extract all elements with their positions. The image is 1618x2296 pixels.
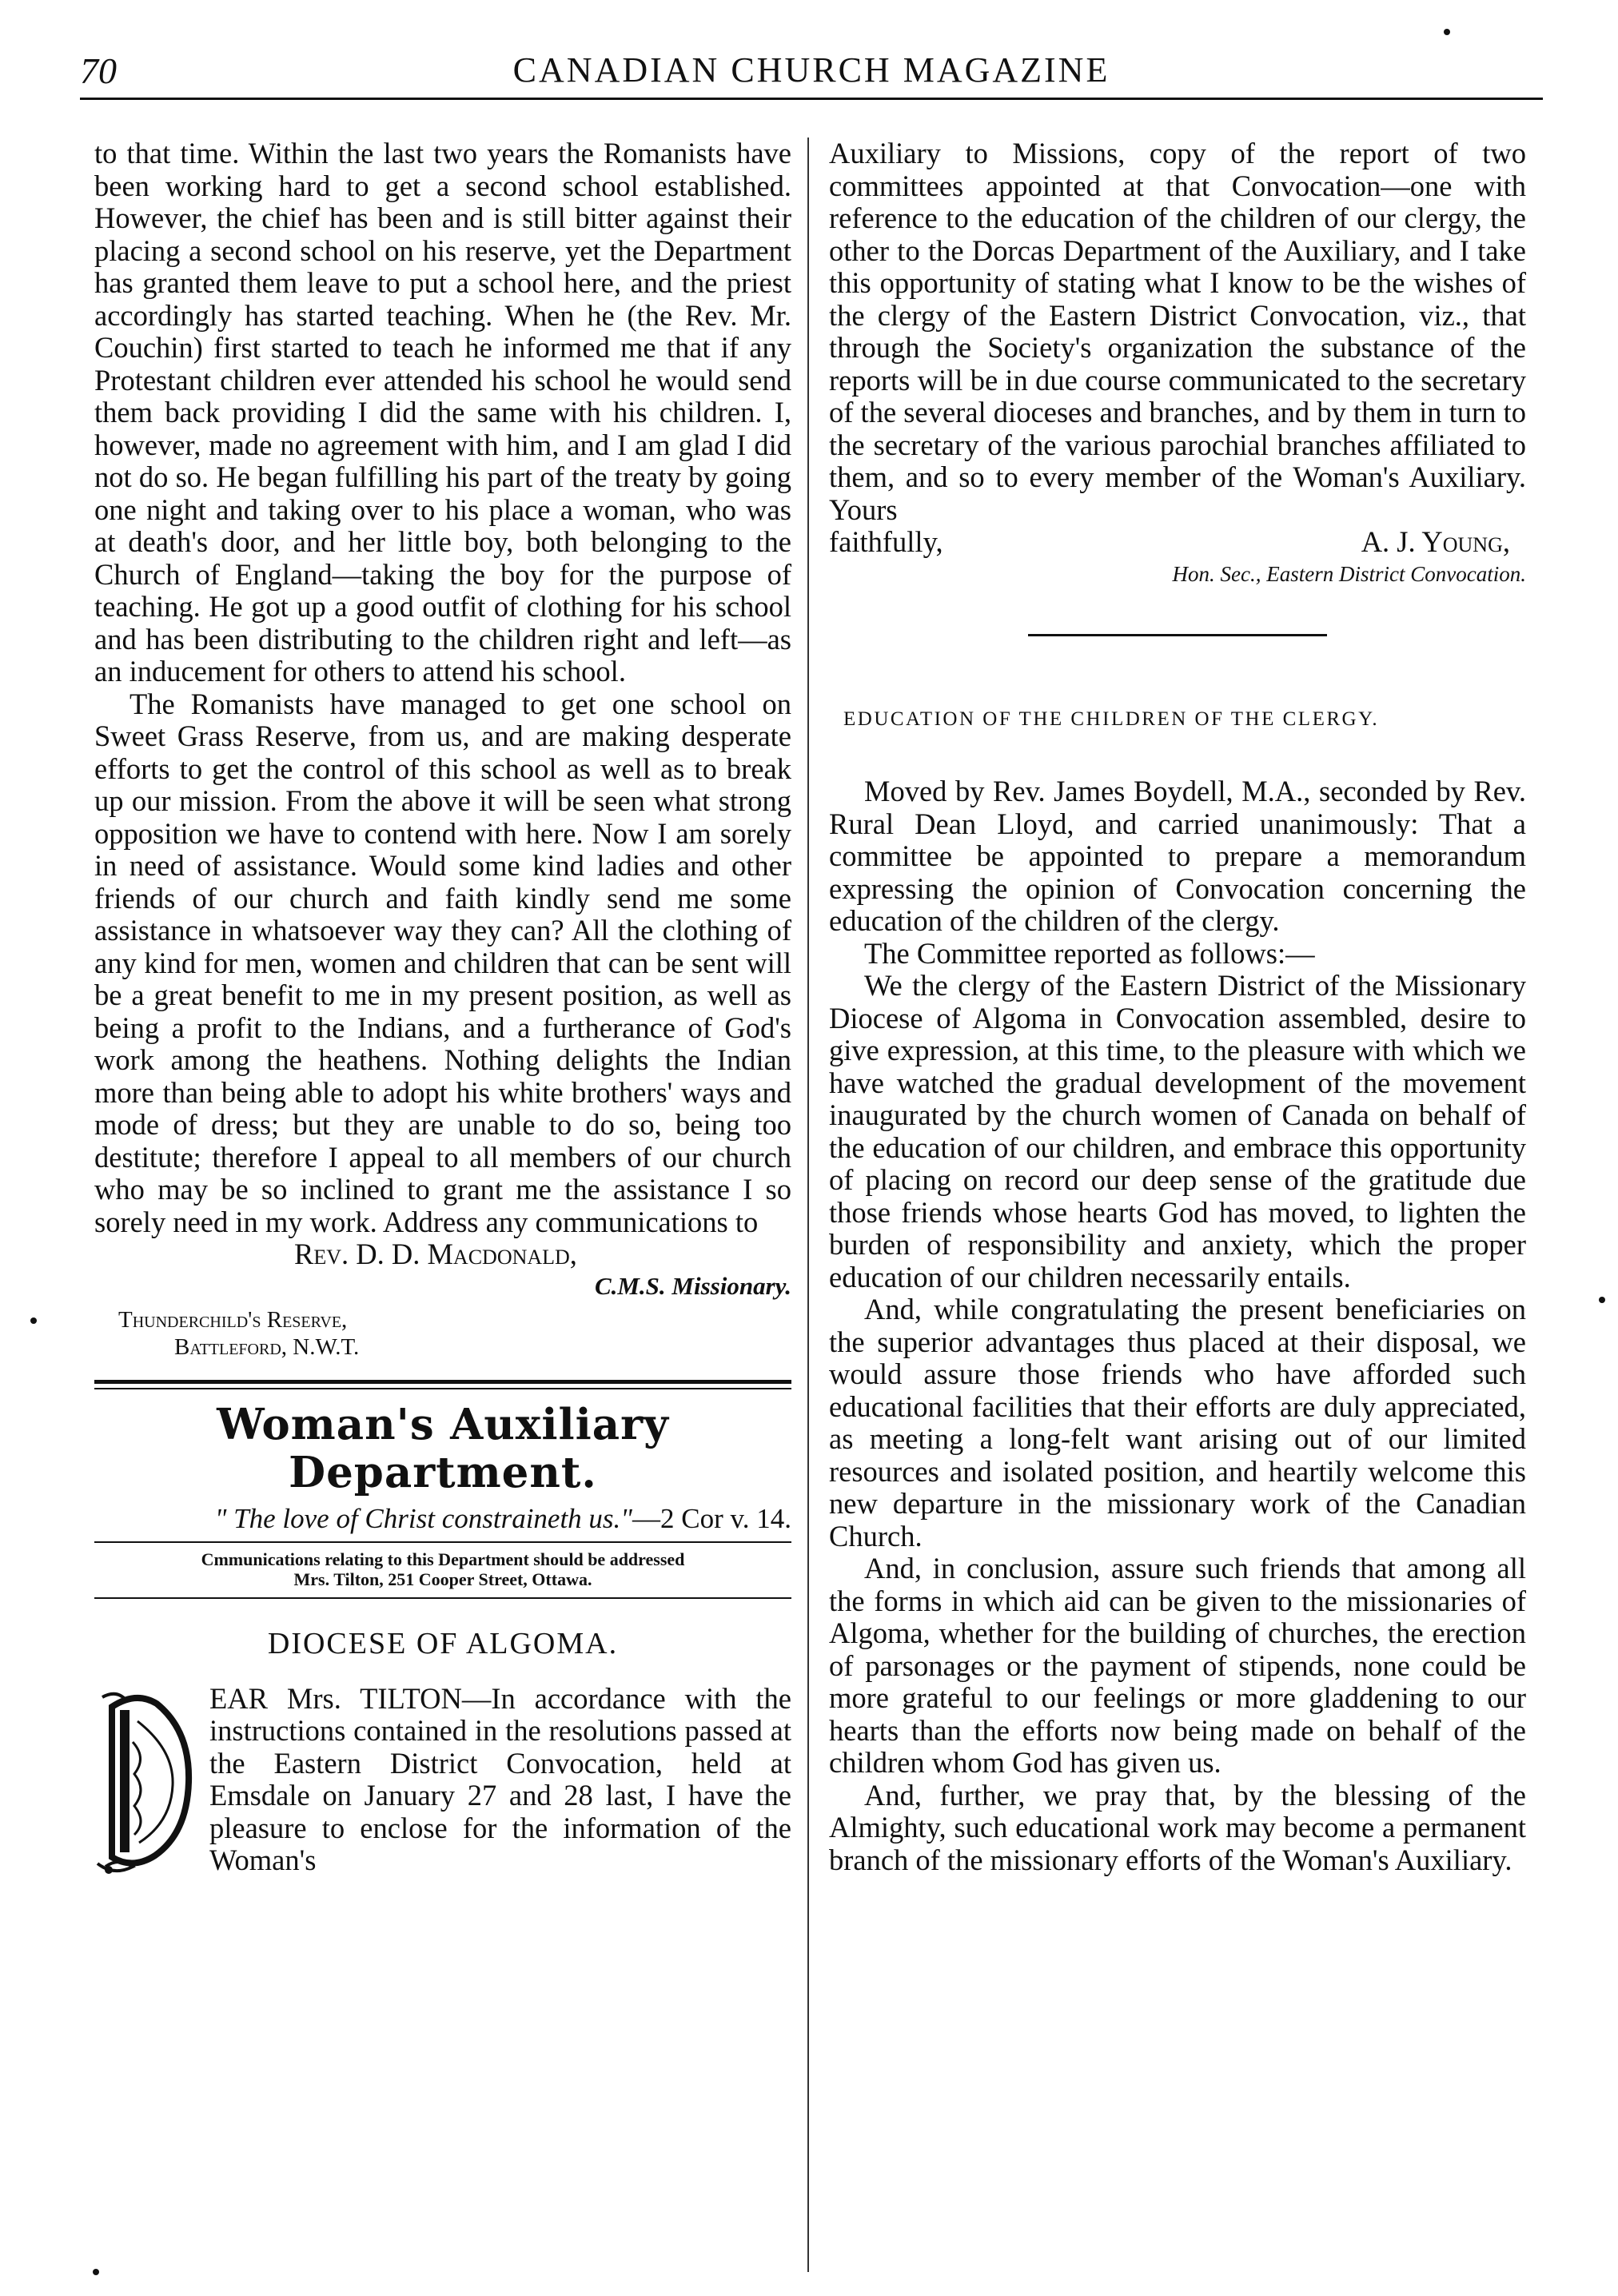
page-header bbox=[80, 46, 1543, 102]
column-divider bbox=[807, 138, 809, 2272]
resolution-paragraph: And, in conclusion, assure such friends that among all the forms in which aid can be given to the missionaries of Algoma, whether for the building of churches, the erection of parsonages or the payment of stipends, none could be more grateful to our feelings or more gladdening to our hearts than the efforts now being made on behalf of the children whom God has given us. bbox=[829, 1552, 1526, 1779]
section-heading: EDUCATION OF THE CHILDREN OF THE CLERGY. bbox=[843, 708, 1380, 730]
resolution-paragraph: And, while congratulating the present beneficiaries on the superior advantages thus placed at their disposal, we would assure those friends who have afforded such educational facilities that their efforts are duly appreciated, as meeting a long-felt want arising out of our limited resources and isolated position, and heartily welcome this new departure in the missionary work of the Canadian Church. bbox=[829, 1293, 1526, 1553]
resolution-paragraph: The Committee reported as follows:— bbox=[864, 936, 1315, 970]
notice-line: Mrs. Tilton, 251 Cooper Street, Ottawa. bbox=[293, 1569, 592, 1589]
department-notice bbox=[94, 1541, 791, 1599]
ornamental-initial-d-icon bbox=[94, 1686, 198, 1878]
running-title: CANADIAN CHURCH MAGAZINE bbox=[512, 50, 1110, 90]
place-line: Thunderchild's Reserve, bbox=[118, 1306, 348, 1333]
resolution-paragraph: Moved by Rev. James Boydell, M.A., seconded by Rev. Rural Dean Lloyd, and carried unanimously: That a committee be appointed to prepare a memorandum expressing the opinion of Convocation concerning the education of the children of the clergy. bbox=[829, 775, 1526, 937]
margin-speck bbox=[93, 2269, 99, 2275]
signature-place bbox=[94, 1306, 791, 1361]
header-rule bbox=[80, 98, 1543, 100]
section-divider bbox=[94, 1380, 791, 1389]
motto-quote: " The love of Christ constraineth us." bbox=[214, 1502, 633, 1534]
resolution-paragraph: And, further, we pray that, by the blessing of the Almighty, such educational work may become a permanent branch of the missionary efforts of the Woman's Auxiliary. bbox=[829, 1778, 1526, 1876]
department-motto bbox=[94, 1503, 791, 1536]
notice-line: Cmmunications relating to this Department should be addressed bbox=[201, 1549, 685, 1569]
signature-title: C.M.S. Missionary. bbox=[594, 1271, 791, 1300]
section-divider bbox=[1028, 634, 1327, 636]
letter-paragraph: The Romanists have managed to get one school on Sweet Grass Reserve, from us, and are making desperate efforts to get the control of this school as well as to break up our mission. From the above it will be seen what strong opposition we have to contend with here. Now I am sorely in need of assistance. Would some kind ladies and other friends of our church and faith kindly send me some assistance in whatsoever way they can? All the clothing of any kind for men, women and children that can be sent will be a great benefit to me in my present position, as well as being a profit to the Indians, and a furtherance of God's work among the heathens. Nothing delights the Indian more than being able to adopt his white brothers' ways and mode of dress; but they are unable to do so, being too destitute; therefore I appeal to all members of our church who may be so inclined to grant me the assistance I so sorely need in my work. Address any communications to bbox=[94, 687, 791, 1238]
letter-paragraph: to that time. Within the last two years the Romanists have been working hard to get a second school established. However, the chief has been and is still bitter against their placing a second school on his reserve, yet the Department has granted them leave to put a school here, and the priest accordingly has started teaching. When he (the Rev. Mr. Couchin) first started to teach he informed me that if any Protestant children ever attended his school he would send them back providing I did the same with his children. I, however, made no agreement with him, and I am glad I did not do so. He began fulfilling his part of the treaty by going one night and taking over to his place a woman, who was at death's door, and her little boy, both belonging to the Church of England—taking the boy for the purpose of teaching. He got up a good outfit of clothing for his school and has been distributing to the children right and left—as an inducement for others to attend his school. bbox=[94, 137, 791, 688]
signature-closing: faithfully, bbox=[829, 525, 943, 558]
place-line: Battleford, N.W.T. bbox=[174, 1333, 360, 1360]
left-column bbox=[94, 138, 791, 1878]
margin-speck bbox=[1444, 29, 1450, 35]
signature-name: Rev. D. D. Macdonald, bbox=[294, 1238, 577, 1270]
resolution-paragraph: We the clergy of the Eastern District of the Missionary Diocese of Algoma in Convocation assembled, desire to give expression, at this time, to the pleasure with which we have watched the gradual development of the movement inaugurated by the church women of Canada on behalf of the education of our children, and embrace this opportunity of placing on record our deep sense of the gratitude due those friends whose hearts God has moved, to lighten the burden of responsibility and anxiety, which the proper education of our children necessarily entails. bbox=[829, 969, 1526, 1293]
margin-speck bbox=[30, 1317, 37, 1324]
diocese-heading: DIOCESE OF ALGOMA. bbox=[267, 1627, 619, 1660]
right-column bbox=[829, 138, 1526, 1876]
margin-speck bbox=[1599, 1297, 1605, 1303]
signature-name: A. J. Young, bbox=[1361, 525, 1510, 558]
department-heading: Woman's Auxiliary Department. bbox=[217, 1399, 669, 1497]
letter-paragraph: Auxiliary to Missions, copy of the report of two committees appointed at that Convocation—one with reference to the education of the children of our clergy, the other to the Dorcas Department of the Auxiliary, and I take this opportunity of stating what I know to be the wishes of the clergy of the Eastern District Convocation, viz., that through the Society's organization the substance of the reports will be in due course communicated to the secretary of the several dioceses and branches, and by them in turn to the secretary of the various parochial branches affiliated to them, and so to every member of the Woman's Auxiliary. Yours bbox=[829, 137, 1526, 526]
letter-opening-block bbox=[94, 1683, 791, 1877]
signature-line bbox=[829, 526, 1526, 559]
signature-title: Hon. Sec., Eastern District Convocation. bbox=[1172, 561, 1526, 586]
page-number: 70 bbox=[80, 50, 117, 91]
motto-reference: —2 Cor v. 14. bbox=[632, 1502, 791, 1534]
letter-opening: EAR Mrs. TILTON—In accordance with the instructions contained in the resolutions passed at the Eastern District Convocation, held at Emsdale on January 27 and 28 last, I have the pleasure to enclose for the information of the Woman's bbox=[209, 1681, 791, 1876]
